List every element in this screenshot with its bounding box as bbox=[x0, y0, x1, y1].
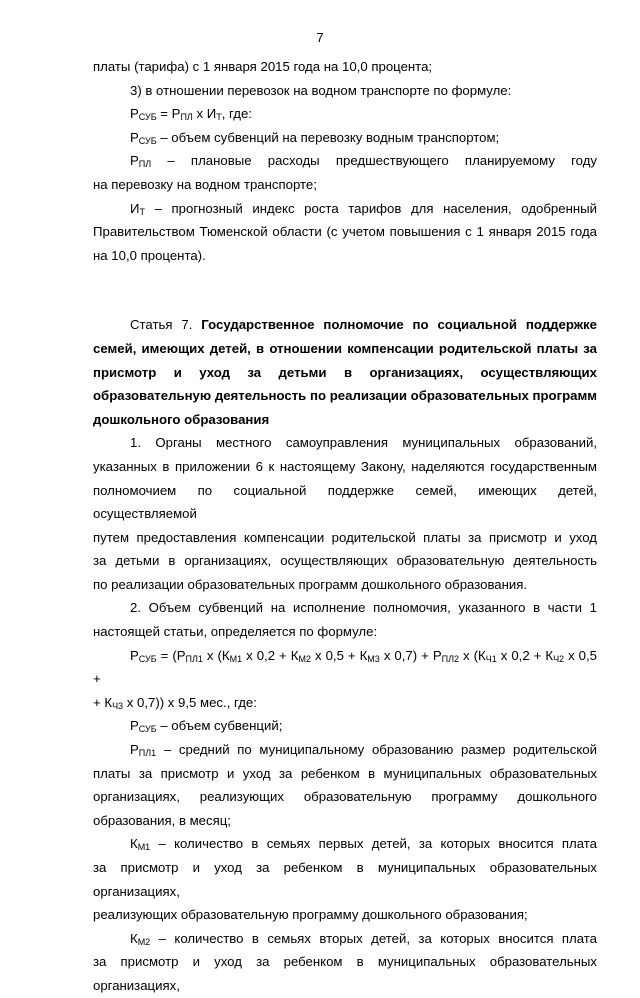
document-body bbox=[93, 55, 597, 998]
section-1-line: по реализации образовательных программ дошкольного образования. bbox=[93, 576, 528, 592]
definition-it-end: на 10,0 процента). bbox=[93, 247, 206, 263]
article-heading bbox=[93, 313, 597, 337]
article-title-line bbox=[93, 337, 597, 361]
definition-ppl1-cont: организациях, реализующих образовательную программу дошкольного bbox=[93, 789, 597, 805]
definition-symbol: И bbox=[130, 200, 140, 216]
definition-text: – количество в семьях первых детей, за которых вносится плата bbox=[150, 836, 597, 852]
article-title: Государственное полномочие по социальной поддержке bbox=[201, 317, 597, 333]
definition-subscript: Т bbox=[139, 206, 145, 217]
formula-subscript: СУБ bbox=[138, 653, 157, 664]
article-title: присмотр и уход за детьми в организациях, осуществляющих bbox=[93, 364, 597, 380]
definition-symbol: Р bbox=[130, 742, 139, 758]
definition-psub-water bbox=[93, 126, 597, 150]
formula-subscript: Т bbox=[216, 112, 222, 123]
formula-text: х 0,2 + К bbox=[496, 647, 554, 663]
definition-ppl-cont: на перевозку на водном транспорте; bbox=[93, 176, 317, 192]
formula-text: = (Р bbox=[156, 647, 186, 663]
definition-text: – средний по муниципальному образованию размер родительской bbox=[156, 742, 597, 758]
definition-symbol: К bbox=[130, 836, 138, 852]
definition-km1-line bbox=[93, 832, 597, 856]
definition-subscript: М1 bbox=[137, 842, 151, 853]
definition-ppl-line bbox=[93, 149, 597, 173]
definition-symbol: Р bbox=[130, 153, 139, 169]
article-label: Статья 7. bbox=[130, 317, 202, 333]
article-title-line bbox=[93, 361, 597, 385]
definition-text: – плановые расходы предшествующего планируемому году bbox=[151, 153, 597, 169]
definition-km2-cont: за присмотр и уход за ребенком в муниципальных образовательных организациях, bbox=[93, 954, 597, 993]
section-1-line: полномочием по социальной поддержке семей, имеющих детей, осуществляемой bbox=[93, 482, 597, 522]
formula-symbol: Р bbox=[130, 106, 139, 122]
formula-text: х 0,5 + К bbox=[310, 647, 368, 663]
blank-gap bbox=[93, 290, 597, 313]
formula-text: х 0,7) + Р bbox=[379, 647, 442, 663]
definition-text: – объем субвенций; bbox=[156, 718, 283, 734]
definition-ppl1-end: образования, в месяц; bbox=[93, 812, 231, 828]
definition-ppl1-cont: платы за присмотр и уход за ребенком в муниципальных образовательных bbox=[93, 765, 597, 781]
section-1-line: 1. Органы местного самоуправления муниципальных образований, bbox=[130, 435, 597, 451]
article-title: семей, имеющих детей, в отношении компенсации родительской платы за bbox=[93, 340, 597, 356]
formula-subscript: М2 bbox=[298, 653, 311, 664]
formula-text: = Р bbox=[156, 106, 181, 122]
formula-subscript: М1 bbox=[229, 653, 243, 664]
definition-it-line bbox=[93, 197, 597, 221]
formula-text: х 0,7)) х 9,5 мес., где: bbox=[123, 694, 257, 710]
formula-text: , где: bbox=[221, 106, 252, 122]
section-2-line: 2. Объем субвенций на исполнение полномочия, указанного в части 1 bbox=[130, 600, 597, 616]
article-title-line bbox=[93, 408, 597, 432]
definition-symbol: К bbox=[130, 930, 138, 946]
definition-subscript: СУБ bbox=[138, 135, 157, 146]
page-number: 7 bbox=[316, 30, 324, 45]
section-1-line: за детьми в организациях, осуществляющих образовательную деятельность bbox=[93, 553, 597, 569]
definition-text: – объем субвенций на перевозку водным транспортом; bbox=[156, 129, 500, 145]
formula-text: Р bbox=[130, 647, 139, 663]
formula-subscript: СУБ bbox=[138, 112, 157, 123]
definition-km1-end: реализующих образовательную программу дошкольного образования; bbox=[93, 907, 528, 923]
formula-text: х (К bbox=[202, 647, 230, 663]
formula-subscript: Ч3 bbox=[112, 700, 124, 711]
definition-subscript: ПЛ1 bbox=[138, 748, 157, 759]
formula-subscript: ПЛ1 bbox=[185, 653, 203, 664]
formula-text: х (К bbox=[459, 647, 486, 663]
formula-subscript: ПЛ2 bbox=[441, 653, 460, 664]
definition-ppl1-line bbox=[93, 738, 597, 762]
definition-subscript: М2 bbox=[137, 936, 151, 947]
formula-text: х 0,2 + К bbox=[242, 647, 299, 663]
definition-text: – количество в семьях вторых детей, за которых вносится плата bbox=[150, 930, 597, 946]
formula-subsidy-cont bbox=[93, 691, 597, 715]
definition-km2-line bbox=[93, 927, 597, 951]
formula-subscript: Ч2 bbox=[553, 653, 565, 664]
definition-it-cont: Правительством Тюменской области (с учетом повышения с 1 января 2015 года bbox=[93, 224, 597, 240]
article-title: дошкольного образования bbox=[93, 411, 270, 427]
blank-gap bbox=[93, 267, 597, 290]
formula-subscript: ПЛ bbox=[180, 112, 193, 123]
definition-text: – прогнозный индекс роста тарифов для населения, одобренный bbox=[144, 200, 597, 216]
definition-km1-cont: за присмотр и уход за ребенком в муниципальных образовательных организациях, bbox=[93, 860, 597, 899]
formula-water bbox=[93, 102, 597, 126]
formula-subscript: Ч1 bbox=[485, 653, 497, 664]
section-2-line: настоящей статьи, определяется по формуле: bbox=[93, 624, 378, 640]
paragraph-tariff-end: платы (тарифа) с 1 января 2015 года на 10,0 процента; bbox=[93, 59, 433, 74]
section-1-line: указанных в приложении 6 к настоящему Закону, наделяются государственным bbox=[93, 458, 597, 474]
article-title: образовательную деятельность по реализации образовательных программ bbox=[93, 388, 597, 404]
paragraph-water-transport: 3) в отношении перевозок на водном транспорте по формуле: bbox=[130, 82, 512, 98]
definition-symbol: Р bbox=[130, 129, 139, 145]
definition-subscript: ПЛ bbox=[138, 159, 152, 170]
definition-symbol: Р bbox=[130, 718, 139, 734]
definition-subscript: СУБ bbox=[138, 724, 157, 735]
formula-text: + К bbox=[93, 694, 113, 710]
section-1-line: путем предоставления компенсации родительской платы за присмотр и уход bbox=[93, 529, 597, 545]
formula-subsidy bbox=[93, 644, 597, 691]
article-title-line bbox=[93, 384, 597, 408]
formula-text: х И bbox=[192, 106, 217, 122]
formula-text: х 0,5 + bbox=[93, 647, 598, 687]
definition-psub bbox=[93, 714, 597, 738]
formula-subscript: М3 bbox=[367, 653, 380, 664]
